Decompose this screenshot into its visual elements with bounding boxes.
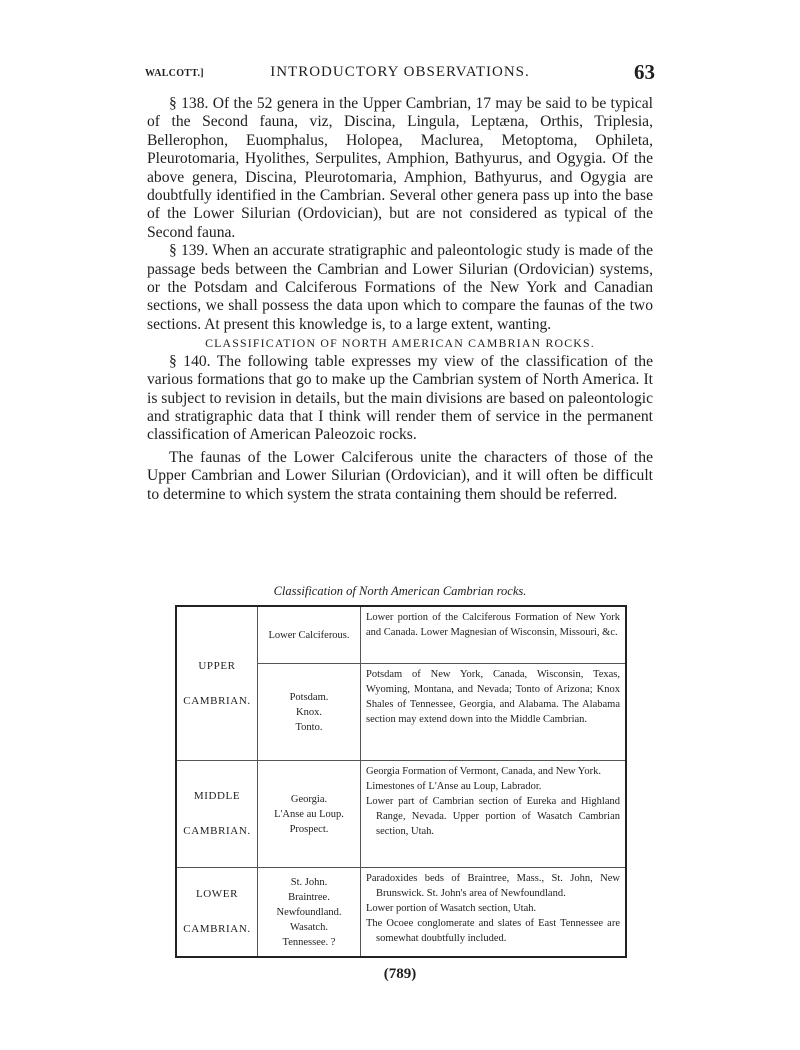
paragraph-140: § 140. The following table expresses my view of the classification of the various formations that go to make up the Cambrian system of North America. It is subject to revision in details, but the main divisions are based on paleontologic and stratigraphic data that I think will render them of service in the permanent classification of American Paleozoic rocks.: [147, 352, 653, 444]
formation-lower-calciferous: Lower Calciferous.: [258, 606, 361, 664]
descriptions-lower: Paradoxides beds of Braintree, Mass., St. John, New Brunswick. St. John's area of Newfoundland. Lower portion of Wasatch section, Utah. The Ocoee conglomerate and slates of East Tennessee are somewhat doubtfully included.: [361, 868, 627, 958]
lower-cambrian-label: LOWER CAMBRIAN.: [176, 868, 258, 958]
table-caption: Classification of North American Cambrian rocks.: [273, 584, 527, 598]
table-row: [176, 606, 626, 664]
running-title: INTRODUCTORY OBSERVATIONS.: [270, 64, 530, 80]
author-name: WALCOTT.]: [145, 68, 204, 79]
description-lower-calciferous: Lower portion of the Calciferous Formation of New York and Canada. Lower Magnesian of Wisconsin, Missouri, &c.: [361, 606, 627, 664]
section-heading: CLASSIFICATION OF NORTH AMERICAN CAMBRIAN ROCKS.: [205, 336, 595, 351]
table-row: [176, 868, 626, 958]
paragraph-138: § 138. Of the 52 genera in the Upper Cambrian, 17 may be said to be typical of the Second fauna, viz, Discina, Lingula, Leptæna, Orthis, Triplesia, Bellerophon, Euomphalus, Holopea, Maclurea, Metoptoma, Ophileta, Pleurotomaria, Hyolithes, Serpulites, Amphion, Bathyurus, and Ogygia. Of the above genera, Discina, Pleurotomaria, Amphion, Bathyurus, and Ogygia are doubtfully identified in the Cambrian. Several other genera pass up into the base of the Lower Silurian (Ordovician), but are not considered as typical of the Second fauna.: [147, 95, 653, 241]
paragraph-139: § 139. When an accurate stratigraphic and paleontologic study is made of the passage beds between the Cambrian and Lower Silurian (Ordovician) systems, or the Potsdam and Calciferous Formations of the New York and Canadian sections, we shall possess the data upon which to compare the faunas of the two sections. At present this knowledge is, to a large extent, wanting.: [147, 242, 653, 333]
footer-page-number: (789): [383, 966, 417, 982]
running-header: [145, 62, 655, 86]
classification-table: [175, 605, 627, 958]
page-number: 63: [634, 60, 655, 84]
descriptions-middle: Georgia Formation of Vermont, Canada, and New York. Limestones of L'Anse au Loup, Labrador. Lower part of Cambrian section of Eureka and Highland Range, Nevada. Upper portion of Wasatch Cambrian section, Utah.: [361, 761, 627, 868]
body-text: [147, 95, 653, 504]
formations-lower: St. John. Braintree. Newfoundland. Wasatch. Tennessee. ?: [258, 868, 361, 958]
middle-cambrian-label: MIDDLE CAMBRIAN.: [176, 761, 258, 868]
upper-cambrian-label: UPPER CAMBRIAN.: [176, 606, 258, 761]
formations-middle: Georgia. L'Anse au Loup. Prospect.: [258, 761, 361, 868]
table-row: [176, 761, 626, 868]
formations-potsdam-group: Potsdam. Knox. Tonto.: [258, 664, 361, 761]
description-potsdam-group: Potsdam of New York, Canada, Wisconsin, Texas, Wyoming, Montana, and Nevada; Tonto of Arizona; Knox Shales of Tennessee, Georgia, and Alabama. The Alabama section may extend down into the Middle Cambrian.: [361, 664, 627, 761]
paragraph-faunas: The faunas of the Lower Calciferous unite the characters of those of the Upper Cambrian and Lower Silurian (Ordovician), and it will often be difficult to determine to which system the strata containing them should be referred.: [147, 448, 653, 503]
